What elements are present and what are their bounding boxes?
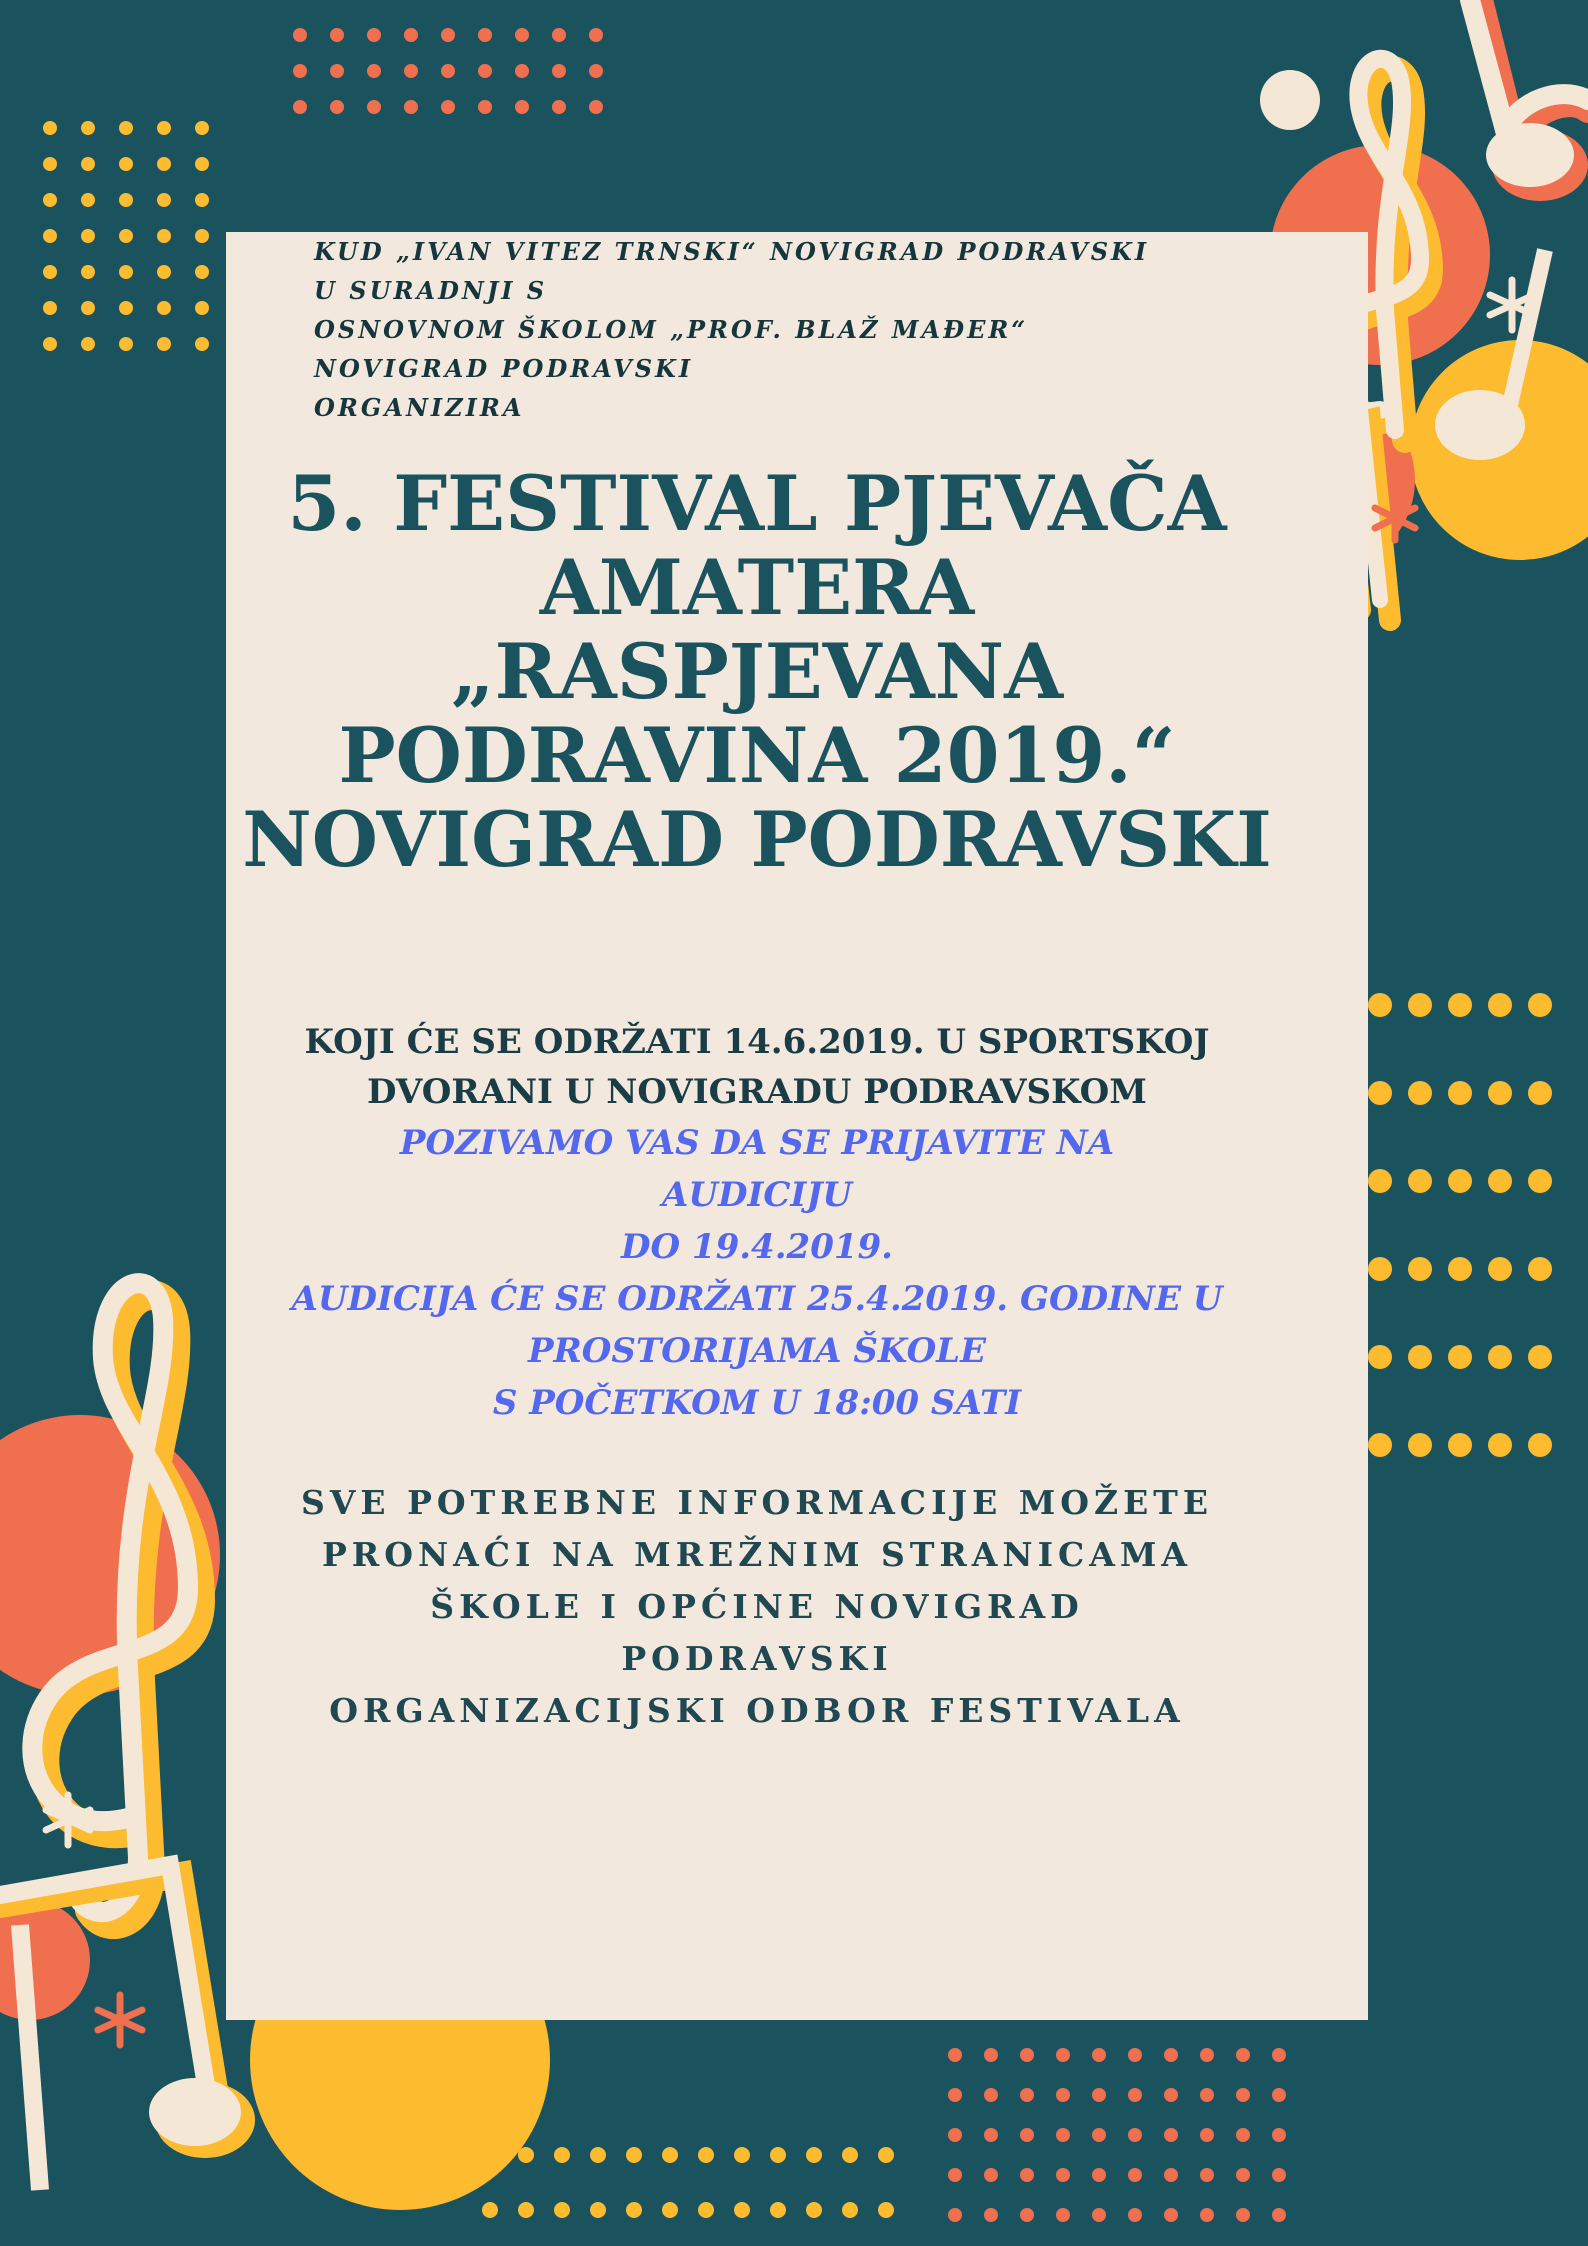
decorative-dot (984, 2168, 998, 2182)
decorative-dot (441, 28, 455, 42)
decorative-dot (589, 100, 603, 114)
invitation-line: POZIVAMO VAS DA SE PRIJAVITE NA (399, 1123, 1115, 1163)
decorative-dot (948, 2048, 962, 2062)
decorative-dot (948, 2128, 962, 2142)
decorative-dot (1128, 2128, 1142, 2142)
decorative-dot (330, 100, 344, 114)
decorative-dot (81, 337, 95, 351)
decorative-dot (81, 121, 95, 135)
decorative-dot (81, 193, 95, 207)
decorative-dot (1200, 2168, 1214, 2182)
decorative-dot (1368, 1081, 1392, 1105)
organizer-line: ORGANIZIRA (314, 393, 525, 422)
decorative-dot (1020, 2048, 1034, 2062)
decorative-dot (1092, 2048, 1106, 2062)
decorative-dot (1236, 2208, 1250, 2222)
decorative-dot (1368, 1345, 1392, 1369)
decorative-dot (1200, 2088, 1214, 2102)
decorative-dot (734, 2202, 750, 2218)
decorative-dot (119, 193, 133, 207)
decorative-dot (81, 265, 95, 279)
decorative-dot (1056, 2208, 1070, 2222)
decorative-dot (515, 28, 529, 42)
decorative-dot (1164, 2128, 1178, 2142)
title-line: 5. FESTIVAL PJEVAČA (287, 459, 1227, 548)
venue-line: DVORANI U NOVIGRADU PODRAVSKOM (367, 1072, 1147, 1112)
decorative-dot (330, 64, 344, 78)
poster-panel (226, 232, 1368, 2020)
decorative-dot (1056, 2168, 1070, 2182)
decorative-dot (770, 2202, 786, 2218)
decorative-dot (1368, 1169, 1392, 1193)
decorative-dot (770, 2147, 786, 2163)
decorative-dot (1528, 993, 1552, 1017)
decorative-dot (554, 2147, 570, 2163)
decorative-dot (842, 2202, 858, 2218)
decorative-dot (984, 2208, 998, 2222)
decorative-dot (1200, 2048, 1214, 2062)
decorative-dot (119, 121, 133, 135)
decorative-dot (984, 2048, 998, 2062)
decorative-dot (119, 301, 133, 315)
festival-title (226, 459, 1288, 884)
decorative-dot (195, 229, 209, 243)
decorative-dot (1056, 2048, 1070, 2062)
decorative-dot (1528, 1257, 1552, 1281)
decorative-dot (195, 337, 209, 351)
decorative-dot (698, 2147, 714, 2163)
decorative-dot (404, 28, 418, 42)
decorative-dot (81, 229, 95, 243)
decorative-dot (662, 2202, 678, 2218)
closing-line: ORGANIZACIJSKI ODBOR FESTIVALA (329, 1691, 1185, 1730)
closing-line: SVE POTREBNE INFORMACIJE MOŽETE (301, 1483, 1213, 1522)
decorative-dot (1408, 1081, 1432, 1105)
decorative-dot (1128, 2088, 1142, 2102)
decorative-dot (482, 2202, 498, 2218)
decorative-dot (43, 265, 57, 279)
organizer-block (314, 232, 1354, 427)
event-info (226, 1017, 1288, 1429)
organizer-line: KUD „IVAN VITEZ TRNSKI“ NOVIGRAD PODRAVSKI (314, 237, 1150, 266)
decorative-dot (119, 157, 133, 171)
decorative-dot (518, 2202, 534, 2218)
decorative-dot (1236, 2128, 1250, 2142)
decorative-dot (1200, 2128, 1214, 2142)
decorative-dot (878, 2202, 894, 2218)
orange-circle (0, 1900, 90, 2020)
decorative-dot (1408, 1433, 1432, 1457)
decorative-dot (478, 64, 492, 78)
title-line: PODRAVINA 2019.“ (338, 711, 1176, 800)
decorative-dot (1488, 1081, 1512, 1105)
decorative-dot (1448, 1433, 1472, 1457)
decorative-dot (554, 2202, 570, 2218)
decorative-dot (157, 121, 171, 135)
decorative-dot (552, 64, 566, 78)
title-line: NOVIGRAD PODRAVSKI (242, 795, 1272, 884)
decorative-dot (81, 301, 95, 315)
decorative-dot (367, 100, 381, 114)
decorative-dot (43, 301, 57, 315)
decorative-dot (1092, 2128, 1106, 2142)
decorative-dot (367, 28, 381, 42)
eighth-note-icon (1470, 0, 1588, 201)
organizer-line: NOVIGRAD PODRAVSKI (314, 354, 694, 383)
decorative-dot (589, 64, 603, 78)
decorative-dot (119, 337, 133, 351)
decorative-dot (1272, 2128, 1286, 2142)
decorative-dot (478, 28, 492, 42)
decorative-dot (1488, 1345, 1512, 1369)
decorative-dot (1236, 2168, 1250, 2182)
decorative-dot (119, 229, 133, 243)
decorative-dot (626, 2202, 642, 2218)
decorative-dot (984, 2088, 998, 2102)
decorative-dot (1164, 2088, 1178, 2102)
decorative-dot (1368, 1257, 1392, 1281)
decorative-dot (367, 64, 381, 78)
decorative-dot (478, 100, 492, 114)
decorative-dot (119, 265, 133, 279)
decorative-dot (441, 100, 455, 114)
decorative-dot (1164, 2168, 1178, 2182)
decorative-dot (404, 64, 418, 78)
decorative-dot (1408, 993, 1432, 1017)
decorative-dot (195, 193, 209, 207)
decorative-dot (1408, 1169, 1432, 1193)
decorative-dot (1272, 2048, 1286, 2062)
decorative-dot (515, 100, 529, 114)
decorative-dot (404, 100, 418, 114)
decorative-dot (1408, 1257, 1432, 1281)
decorative-dot (1056, 2128, 1070, 2142)
organizer-line: U SURADNJI S (314, 276, 548, 305)
decorative-dot (552, 28, 566, 42)
decorative-dot (195, 121, 209, 135)
closing-line: PRONAĆI NA MREŽNIM STRANICAMA (321, 1535, 1193, 1574)
decorative-dot (734, 2147, 750, 2163)
title-line: AMATERA (539, 543, 975, 632)
venue-line: KOJI ĆE SE ODRŽATI 14.6.2019. U SPORTSKOJ (304, 1022, 1210, 1062)
decorative-dot (1528, 1345, 1552, 1369)
decorative-dot (948, 2168, 962, 2182)
decorative-dot (1448, 1345, 1472, 1369)
invitation-line: AUDICIJU (661, 1175, 853, 1215)
decorative-dot (984, 2128, 998, 2142)
invitation-line: PROSTORIJAMA ŠKOLE (527, 1331, 987, 1371)
decorative-dot (698, 2202, 714, 2218)
decorative-dot (878, 2147, 894, 2163)
decorative-dot (1128, 2048, 1142, 2062)
decorative-dot (441, 64, 455, 78)
decorative-dot (157, 229, 171, 243)
decorative-dot (195, 265, 209, 279)
closing-line: PODRAVSKI (621, 1639, 893, 1678)
decorative-dot (293, 100, 307, 114)
invitation-line: S POČETKOM U 18:00 SATI (492, 1383, 1022, 1423)
decorative-dot (1056, 2088, 1070, 2102)
decorative-dot (157, 301, 171, 315)
decorative-dot (157, 157, 171, 171)
decorative-dot (1020, 2208, 1034, 2222)
decorative-dot (1368, 1433, 1392, 1457)
decorative-dot (515, 64, 529, 78)
decorative-dot (1272, 2208, 1286, 2222)
decorative-dot (948, 2208, 962, 2222)
decorative-dot (1164, 2208, 1178, 2222)
decorative-dot (1128, 2168, 1142, 2182)
invitation-line: AUDICIJA ĆE SE ODRŽATI 25.4.2019. GODINE U (291, 1279, 1223, 1319)
decorative-dot (590, 2147, 606, 2163)
decorative-dot (1448, 1257, 1472, 1281)
decorative-dot (1488, 1169, 1512, 1193)
decorative-dot (195, 301, 209, 315)
decorative-dot (330, 28, 344, 42)
decorative-dot (1092, 2168, 1106, 2182)
decorative-dot (43, 337, 57, 351)
decorative-dot (1528, 1169, 1552, 1193)
decorative-dot (806, 2202, 822, 2218)
decorative-dot (1200, 2208, 1214, 2222)
closing-block (226, 1477, 1288, 1737)
cream-dot (1260, 70, 1320, 130)
decorative-dot (1272, 2088, 1286, 2102)
decorative-dot (293, 28, 307, 42)
decorative-dot (1164, 2048, 1178, 2062)
decorative-dot (552, 100, 566, 114)
decorative-dot (662, 2147, 678, 2163)
decorative-dot (1020, 2128, 1034, 2142)
decorative-dot (948, 2088, 962, 2102)
decorative-dot (195, 157, 209, 171)
decorative-dot (1448, 993, 1472, 1017)
invitation-line: DO 19.4.2019. (620, 1227, 894, 1267)
organizer-line: OSNOVNOM ŠKOLOM „PROF. BLAŽ MAĐER“ (314, 315, 1029, 344)
decorative-dot (293, 64, 307, 78)
closing-line: ŠKOLE I OPĆINE NOVIGRAD (430, 1587, 1084, 1626)
decorative-dot (1528, 1081, 1552, 1105)
decorative-dot (1368, 993, 1392, 1017)
decorative-dot (1448, 1081, 1472, 1105)
decorative-dot (1448, 1169, 1472, 1193)
decorative-dot (842, 2147, 858, 2163)
decorative-dot (157, 265, 171, 279)
decorative-dot (157, 193, 171, 207)
decorative-dot (1092, 2088, 1106, 2102)
decorative-dot (1488, 1257, 1512, 1281)
decorative-dot (590, 2202, 606, 2218)
decorative-dot (43, 193, 57, 207)
decorative-dot (43, 229, 57, 243)
decorative-dot (43, 157, 57, 171)
decorative-dot (1092, 2208, 1106, 2222)
decorative-dot (1272, 2168, 1286, 2182)
decorative-dot (157, 337, 171, 351)
decorative-dot (806, 2147, 822, 2163)
decorative-dot (1236, 2048, 1250, 2062)
decorative-dot (1128, 2208, 1142, 2222)
decorative-dot (1020, 2168, 1034, 2182)
decorative-dot (1020, 2088, 1034, 2102)
decorative-dot (1488, 1433, 1512, 1457)
decorative-dot (626, 2147, 642, 2163)
decorative-dot (81, 157, 95, 171)
decorative-dot (589, 28, 603, 42)
decorative-dot (1528, 1433, 1552, 1457)
decorative-dot (43, 121, 57, 135)
decorative-dot (1488, 993, 1512, 1017)
decorative-dot (1236, 2088, 1250, 2102)
title-line: „RASPJEVANA (450, 627, 1064, 716)
decorative-dot (1408, 1345, 1432, 1369)
